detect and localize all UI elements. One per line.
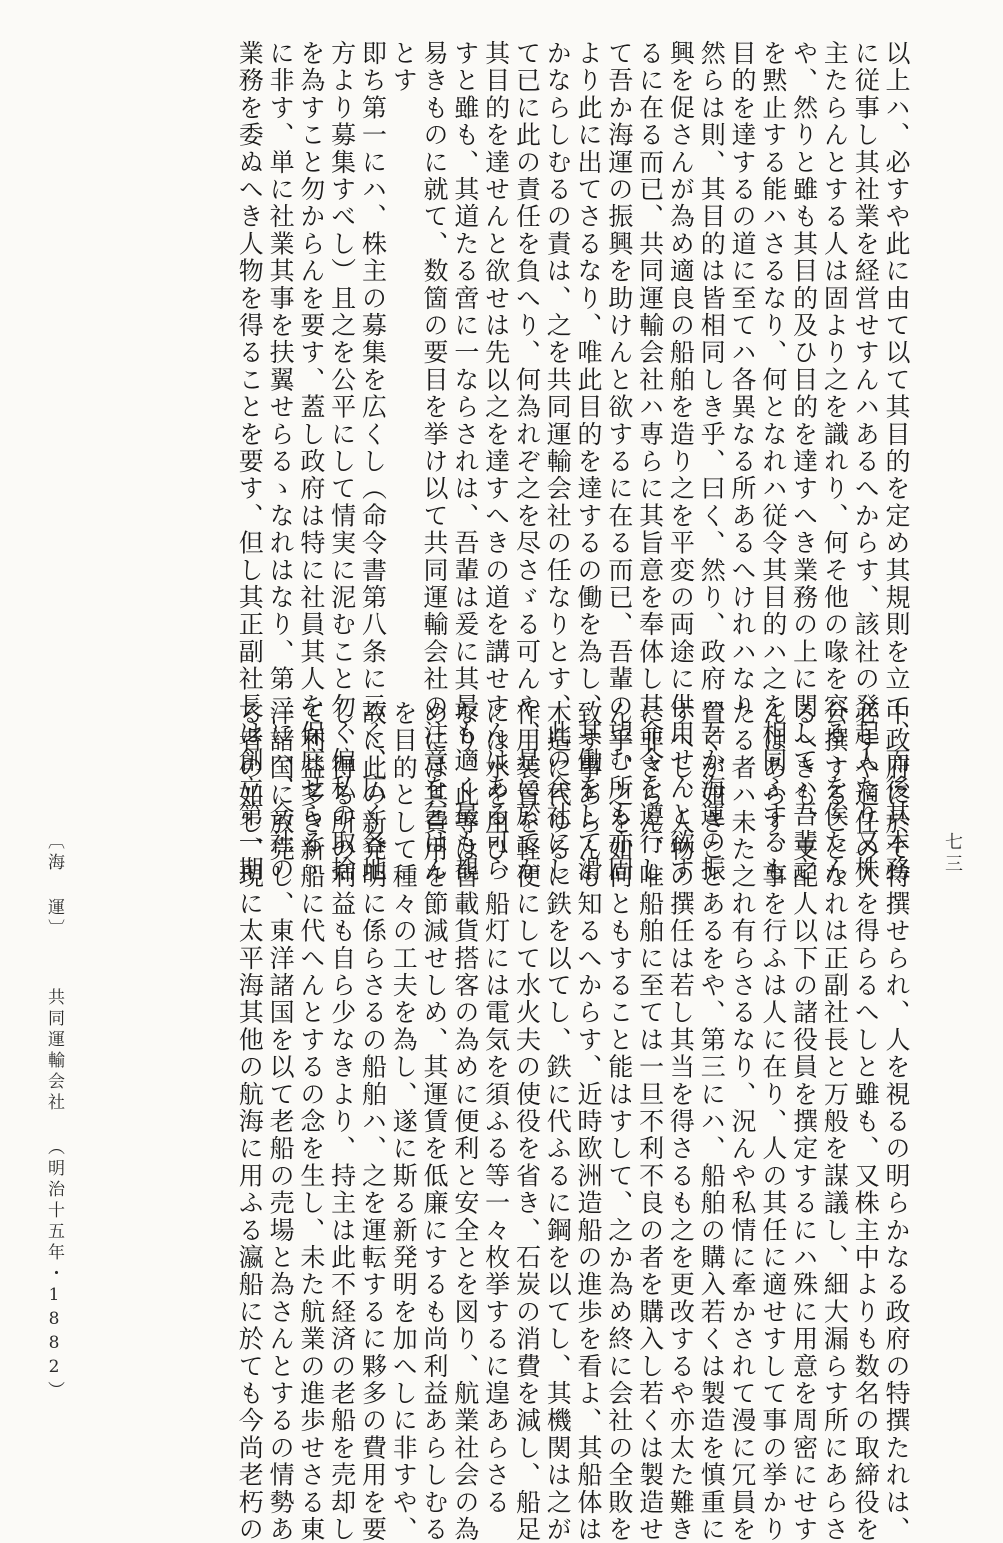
text-line: んはあらす、事を行ふは人に在り、人の其任に適せすして事の挙かり	[758, 700, 788, 1543]
text-line: とす	[389, 40, 419, 95]
text-line: 主たらんとする人は固より之を識れり、何そ他の喙を容るゝを俟たん	[820, 40, 850, 884]
text-line: 然らは則、其目的は皆相同しき乎、曰く、然り、政府ハ吾か海運の振	[697, 40, 727, 884]
text-line: めには其費用を節減せしめ、其運賃を低廉にするも尚利益あらしむる	[420, 700, 450, 1543]
text-line: すへし、人物の撰任は若し其当を得さるも之を更改するや亦太た難き	[666, 700, 696, 1543]
text-line: て吾か海運の振興を助けんと欲するに在る而已、吾輩の望む所も亦固	[604, 40, 634, 884]
text-line: 致す事あらんも知るへからす、近時欧洲造船の進歩を看よ、其船体は	[574, 700, 604, 1543]
text-line: には水を用ひ、船灯には電気を須ふる等一々枚挙するに遑あらさる	[481, 700, 511, 1516]
running-head: 〔海 運〕 共同運輸会社 （明治十五年・1882）	[44, 832, 64, 1402]
text-line: より此に出てさるなり、唯此目的を達するの働を為し、其働をして滑	[574, 40, 604, 884]
text-line: 即ち第一にハ、株主の募集を広くし（命令書第八条に云く、広く各地	[358, 40, 388, 884]
text-line: を黙止する能ハさるなり、何となれハ従令其目的ハ之を相同ふするも	[758, 40, 788, 884]
text-line: て已に此の責任を負へり、何為れぞ之を尽さゞる可んや、是に於てか	[512, 40, 542, 884]
text-line: 其目的を達せんと欲せは先以之を達すへきの道を講せすんはある可ら	[481, 40, 511, 884]
text-line: 興を促さんが為め適良の船舶を造り之を平変の両途に供用せんと欲す	[666, 40, 696, 884]
text-line: を為すこと勿からんを要す、蓋し政府は特に社員其人を保庇せらるゝ	[296, 40, 326, 884]
text-line: かならしむるの責は、之を共同運輸会社の任なりとす、此の会社にし	[543, 40, 573, 884]
page-number: 七三	[942, 832, 963, 876]
text-line: 中政府に於て特撰せられ、人を視るの明らかなる政府の特撰たれは、	[882, 700, 911, 1543]
text-line: る者の如し、現に太平海其他の航海に用ふる瀛船に於ても今尚老朽の	[235, 700, 265, 1543]
text-line: ん乎、之を如何ともすること能はすして、之か為め終に会社の全敗を	[604, 700, 634, 1543]
text-line: 置くが如きことあるをや、第三にハ、船舶の購入若くは製造を慎重に	[697, 700, 727, 1543]
text-line: 作用装置を軽便にして水火夫の使役を省き、石炭の消費を減し、船足	[512, 700, 542, 1543]
text-line: るに在る而已、共同運輸会社ハ専らに其旨意を奉体し其命令を遵行し	[635, 40, 665, 884]
text-line: に従事し其社業を経営せすんハあるへからす、該社の発起人たり又株	[851, 40, 881, 884]
upper-text-block	[233, 40, 911, 884]
text-line: 易きものに就て、数箇の要目を挙け以て共同運輸会社の注意を乞はん	[420, 40, 450, 884]
text-line: し、得る所の利益も自ら少なきより、持主は此不経済の老船を売却し	[327, 700, 357, 1543]
text-line: たる者ハ未た之れ有らさるなり、況んや私情に牽かされて漫に冗員を	[728, 700, 758, 1543]
lower-text-block	[233, 700, 911, 1543]
text-line: 故に此の新発明に係らさるの船舶ハ、之を運転するに夥多の費用を要	[358, 700, 388, 1543]
text-line: て利益多き新船に代へんとするの念を生し、未た航業の進歩せさる東	[296, 700, 326, 1543]
text-line: なり、此等は皆載貨搭客の為めに便利と安全とを図り、航業社会の為	[450, 700, 480, 1543]
text-line: 業務を委ぬへき人物を得ることを要す、但し其正副社長は創立第一期	[235, 40, 265, 884]
text-line: を目的として種々の工夫を為し、遂に斯る新発明を加へしに非すや、	[389, 700, 419, 1543]
text-line: や、然りと雖も其目的及ひ目的を達すへき業務の上に関してハ吾輩之	[789, 40, 819, 884]
text-line: 木造に代ゆるに鉄を以てし、鉄に代ふるに鋼を以てし、其機関は之が	[543, 700, 573, 1543]
text-line: 目的を達するの道に至てハ各異なる所あるへけれハなり	[728, 40, 758, 720]
text-line: 洋諸国に放売し、東洋諸国を以て老船の売場と為さんとするの情勢あ	[266, 700, 296, 1543]
text-line: るへきも、支配人以下の諸役員を撰定するにハ殊に用意を周密にせす	[789, 700, 819, 1543]
text-line: 以上ハ、必すや此に由て以て其目的を定め其規則を立て、而後其本務	[882, 40, 911, 884]
text-line: 公撰することなれは正副社長と万般を謀議し、細大漏らす所にあらさ	[820, 700, 850, 1543]
text-line: に非す、単に社業其事を扶翼せらるゝなれはなり、第二にハ、会社の	[266, 40, 296, 884]
text-line: に非さらん、唯船舶に至ては一旦不利不良の者を購入し若くは製造せ	[635, 700, 665, 1543]
text-line: 必すや適任の人を得らるへしと雖も、又株主中よりも数名の取締役を	[851, 700, 881, 1543]
text-line: 方より募集すべし）且之を公平にして情実に泥むこと勿く偏私の取捨	[327, 40, 357, 884]
text-line: すと雖も、其道たる啻に一ならされは、吾輩は爰に其最も適く最も覩	[450, 40, 480, 884]
